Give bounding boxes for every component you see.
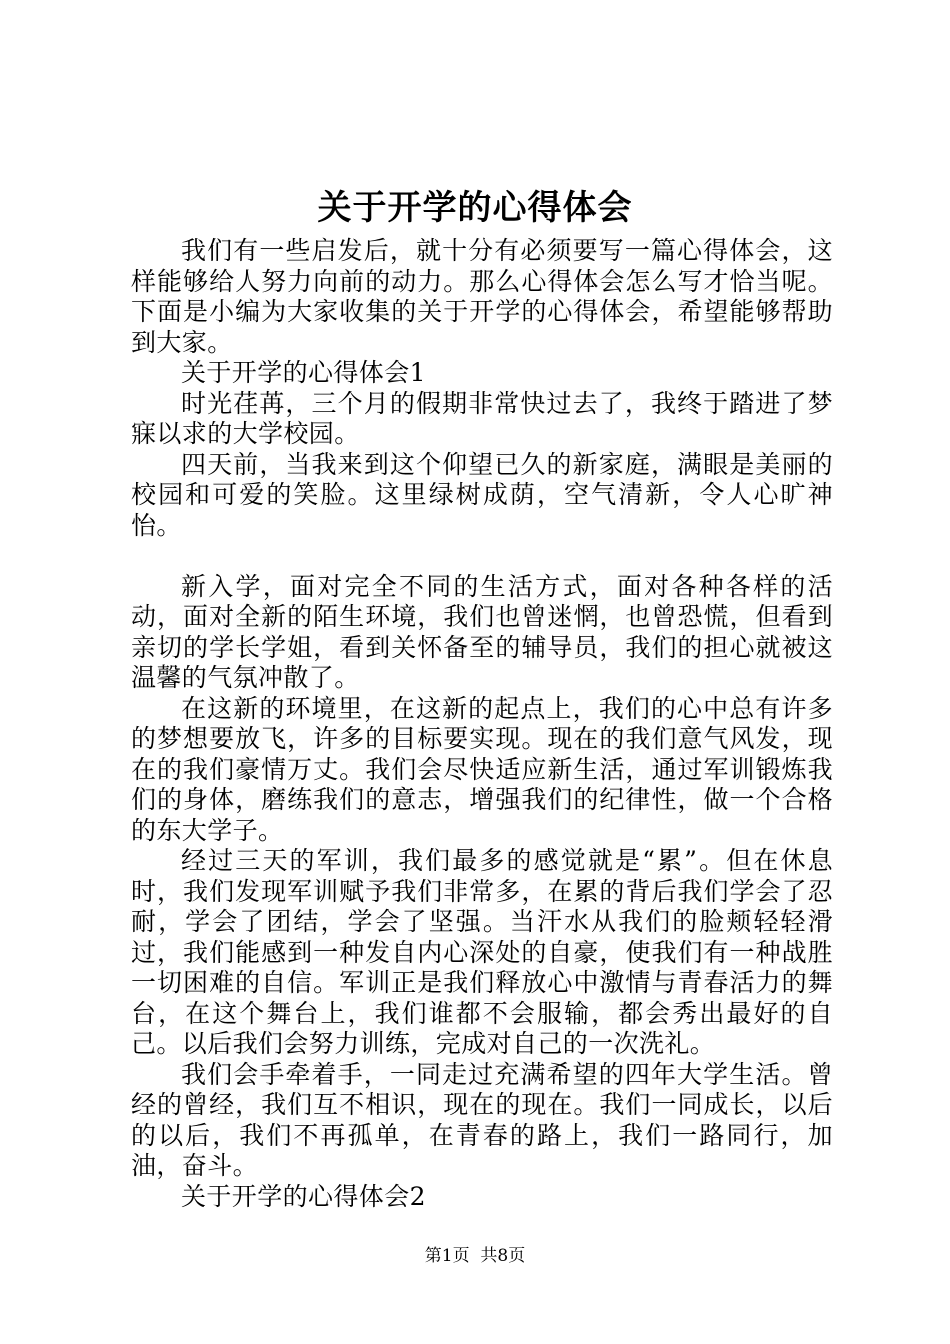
body-paragraph: 经过三天的军训，我们最多的感觉就是“累”。但在休息时，我们发现军训赋予我们非常多，在累的背后我们学会了忍耐，学会了团结，学会了坚强。当汗水从我们的脸颊轻轻滑过，我们能感到一种发自内心深处的自豪，使我们有一种战胜一切困难的自信。军训正是我们释放心中激情与青春活力的舞台，在这个舞台上，我们谁都不会服输，都会秀出最好的自己。以后我们会努力训练，完成对自己的一次洗礼。 xyxy=(131,846,833,1058)
page-footer xyxy=(0,1244,950,1268)
page-number: 第1页 共8页 xyxy=(424,1246,526,1266)
body-paragraph: 新入学，面对完全不同的生活方式，面对各种各样的活动，面对全新的陌生环境，我们也曾迷惘，也曾恐慌，但看到亲切的学长学姐，看到关怀备至的辅导员，我们的担心就被这温馨的气氛冲散了。 xyxy=(131,571,833,692)
section-heading-1: 关于开学的心得体会1 xyxy=(181,358,426,387)
body-paragraph: 我们会手牵着手，一同走过充满希望的四年大学生活。曾经的曾经，我们互不相识，现在的现在。我们一同成长，以后的以后，我们不再孤单，在青春的路上，我们一路同行，加油，奋斗。 xyxy=(131,1059,833,1180)
intro-paragraph: 我们有一些启发后，就十分有必须要写一篇心得体会，这样能够给人努力向前的动力。那么心得体会怎么写才恰当呢。下面是小编为大家收集的关于开学的心得体会，希望能够帮助到大家。 xyxy=(131,236,833,357)
body-paragraph: 在这新的环境里，在这新的起点上，我们的心中总有许多的梦想要放飞，许多的目标要实现。现在的我们意气风发，现在的我们豪情万丈。我们会尽快适应新生活，通过军训锻炼我们的身体，磨练我们的意志，增强我们的纪律性，做一个合格的东大学子。 xyxy=(131,693,833,845)
paragraph-spacer xyxy=(131,541,833,572)
body-paragraph: 四天前，当我来到这个仰望已久的新家庭，满眼是美丽的校园和可爱的笑脸。这里绿树成荫，空气清新，令人心旷神怡。 xyxy=(131,449,833,540)
document-body xyxy=(131,236,833,1212)
section-heading-2: 关于开学的心得体会2 xyxy=(181,1181,426,1211)
document-title: 关于开学的心得体会 xyxy=(317,188,633,228)
body-paragraph: 时光荏苒，三个月的假期非常快过去了，我终于踏进了梦寐以求的大学校园。 xyxy=(131,388,833,448)
